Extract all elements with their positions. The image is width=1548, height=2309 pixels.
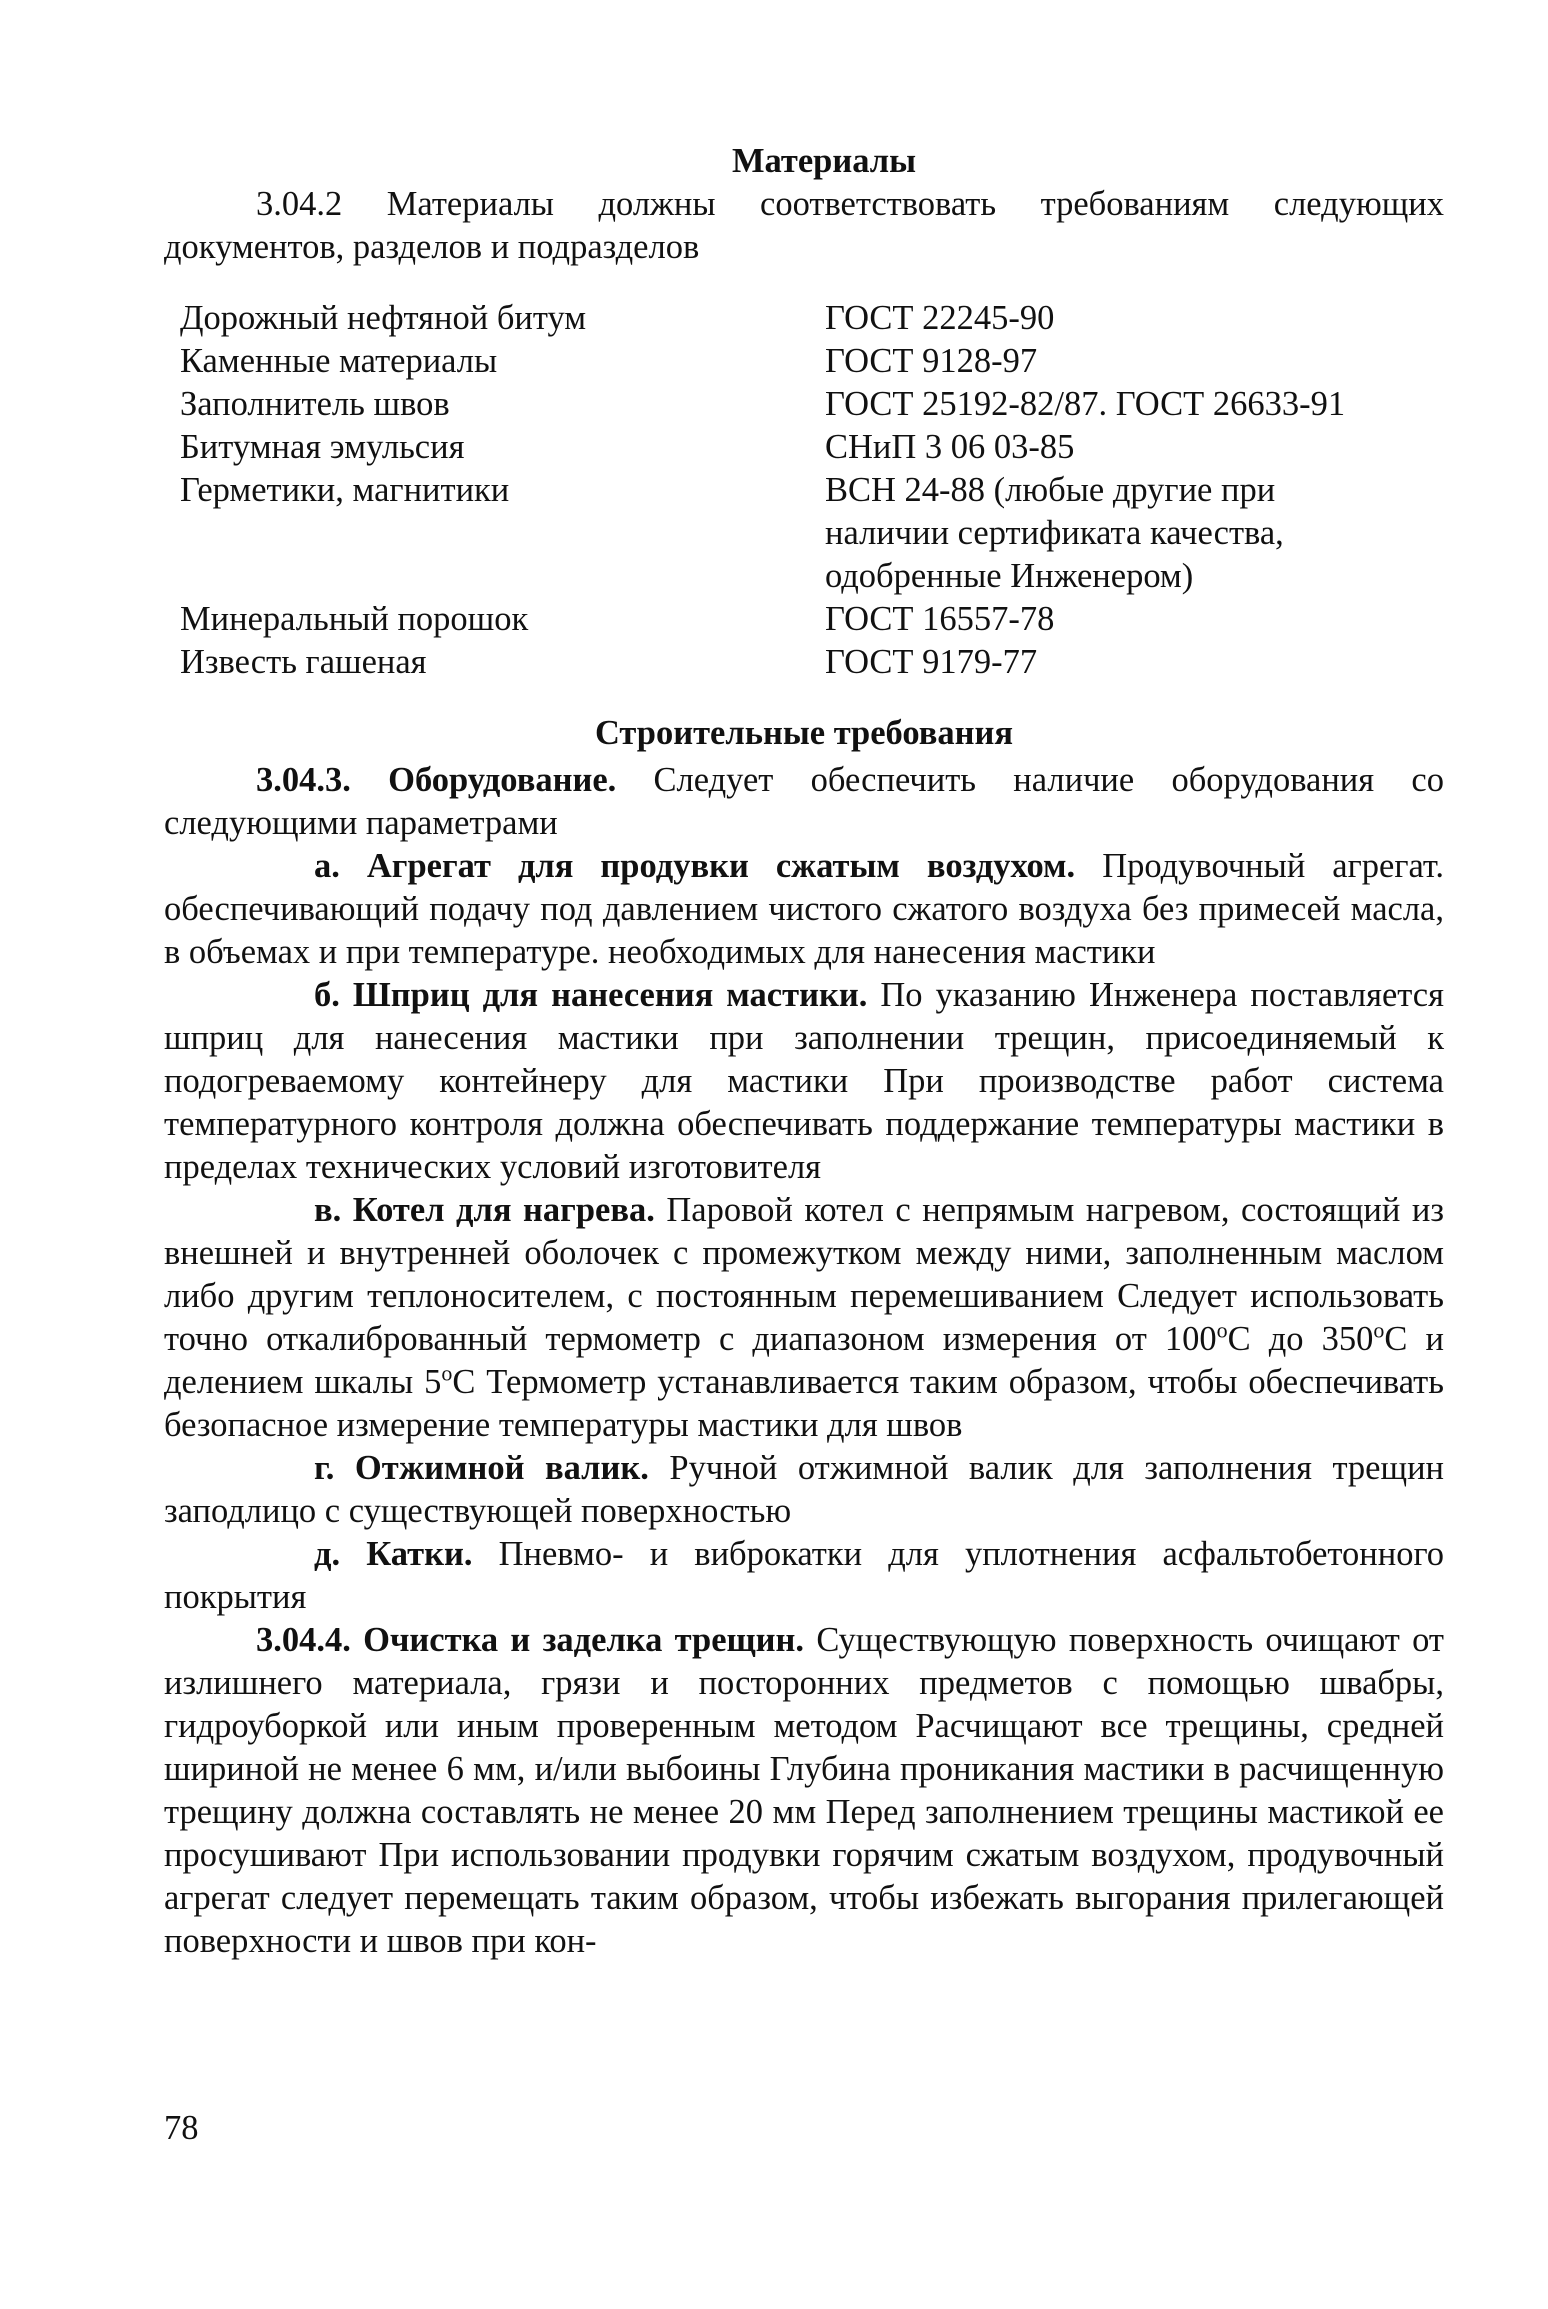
item-text: Пневмо- и виброкатки для уплотнения асфальтобетонного покрытия	[164, 1535, 1444, 1616]
material-name: Дорожный нефтяной битум	[180, 299, 587, 337]
table-row	[180, 297, 1385, 340]
material-standard: ВСН 24-88 (любые другие при наличии сертификата качества, одобренные Инженером)	[825, 471, 1284, 595]
clause-text: Существующую поверхность очищают от излишнего материала, грязи и посторонних предметов с помощью швабры, гидроуборкой или иным проверенным методом Расчищают все трещины, средней шириной не менее 6 мм, и/или выбоины Глубина проникания мастики в расчищенную трещину должна составлять не менее 20 мм Перед заполнением трещины мастикой ее просушивают При использовании продувки горячим сжатым воздухом, продувочный агрегат следует перемещать таким образом, чтобы избежать выгорания прилегающей поверхности и швов при кон-	[164, 1621, 1444, 1960]
item-heading: а. Агрегат для продувки сжатым воздухом.	[314, 847, 1076, 885]
item-heading: д. Катки.	[314, 1535, 473, 1573]
paragraph-3-04-2: 3.04.2 Материалы должны соответствовать требованиям следующих документов, разделов и подразделов	[164, 185, 1444, 266]
material-standard: ГОСТ 9179-77	[825, 643, 1038, 681]
item-d	[164, 1533, 1444, 1619]
material-standard: ГОСТ 16557-78	[825, 600, 1055, 638]
material-standard: СНиП 3 06 03-85	[825, 428, 1075, 466]
degree-sign: о	[1216, 1317, 1228, 1343]
item-heading: г. Отжимной валик.	[314, 1449, 649, 1487]
section-title-materials: Материалы	[731, 142, 917, 180]
paragraph-3-04-3	[164, 759, 1444, 845]
table-row	[180, 383, 1385, 426]
item-text: С до 350	[1227, 1320, 1374, 1358]
page-content	[164, 140, 1444, 1963]
page-number: 78	[164, 2109, 199, 2147]
item-text: Паровой котел с непрямым нагревом, состоящий из внешней и внутренней оболочек с промежутком между ними, заполненным маслом либо другим теплоносителем, с постоянным перемешиванием Следует использовать точно откалиброванный термометр с диапазоном измерения от 100	[164, 1191, 1444, 1358]
table-row	[180, 426, 1385, 469]
paragraph-3-04-4	[164, 1619, 1444, 1963]
item-text: По указанию Инженера поставляется шприц для нанесения мастики при заполнении трещин, присоединяемый к подогреваемому контейнеру для мастики При производстве работ система температурного контроля должна обеспечивать поддержание температуры мастики в пределах технических условий изготовителя	[164, 976, 1444, 1186]
material-name: Каменные материалы	[180, 342, 498, 380]
material-name: Заполнитель швов	[180, 385, 450, 423]
materials-table	[180, 297, 1385, 684]
degree-sign: о	[441, 1360, 453, 1386]
item-text: Ручной отжимной валик для заполнения трещин заподлицо с существующей поверхностью	[164, 1449, 1444, 1530]
clause-heading: 3.04.4. Очистка и заделка трещин.	[256, 1621, 805, 1659]
item-heading: в. Котел для нагрева.	[314, 1191, 655, 1229]
material-standard: ГОСТ 9128-97	[825, 342, 1038, 380]
item-v	[164, 1189, 1444, 1447]
item-heading: б. Шприц для нанесения мастики.	[314, 976, 868, 1014]
section-title-construction: Строительные требования	[594, 714, 1014, 752]
table-row	[180, 641, 1385, 684]
item-a	[164, 845, 1444, 974]
clause-text: Следует обеспечить наличие оборудования со следующими параметрами	[164, 761, 1444, 842]
clause-heading: 3.04.3. Оборудование.	[256, 761, 617, 799]
item-text: С Термометр устанавливается таким образом, чтобы обеспечивать безопасное измерение температуры мастики для швов	[164, 1363, 1444, 1444]
material-name: Минеральный порошок	[180, 600, 529, 638]
degree-sign: о	[1373, 1317, 1385, 1343]
material-name: Битумная эмульсия	[180, 428, 465, 466]
table-row	[180, 340, 1385, 383]
item-g	[164, 1447, 1444, 1533]
material-standard: ГОСТ 25192-82/87. ГОСТ 26633-91	[825, 385, 1346, 423]
item-b	[164, 974, 1444, 1189]
table-row	[180, 469, 1385, 598]
material-standard: ГОСТ 22245-90	[825, 299, 1055, 337]
table-row	[180, 598, 1385, 641]
material-name: Герметики, магнитики	[180, 471, 510, 509]
item-text: Продувочный агрегат. обеспечивающий подачу под давлением чистого сжатого воздуха без примесей масла, в объемах и при температуре. необходимых для нанесения мастики	[164, 847, 1445, 971]
material-name: Известь гашеная	[180, 643, 427, 681]
item-text: С и делением шкалы 5	[164, 1320, 1444, 1401]
